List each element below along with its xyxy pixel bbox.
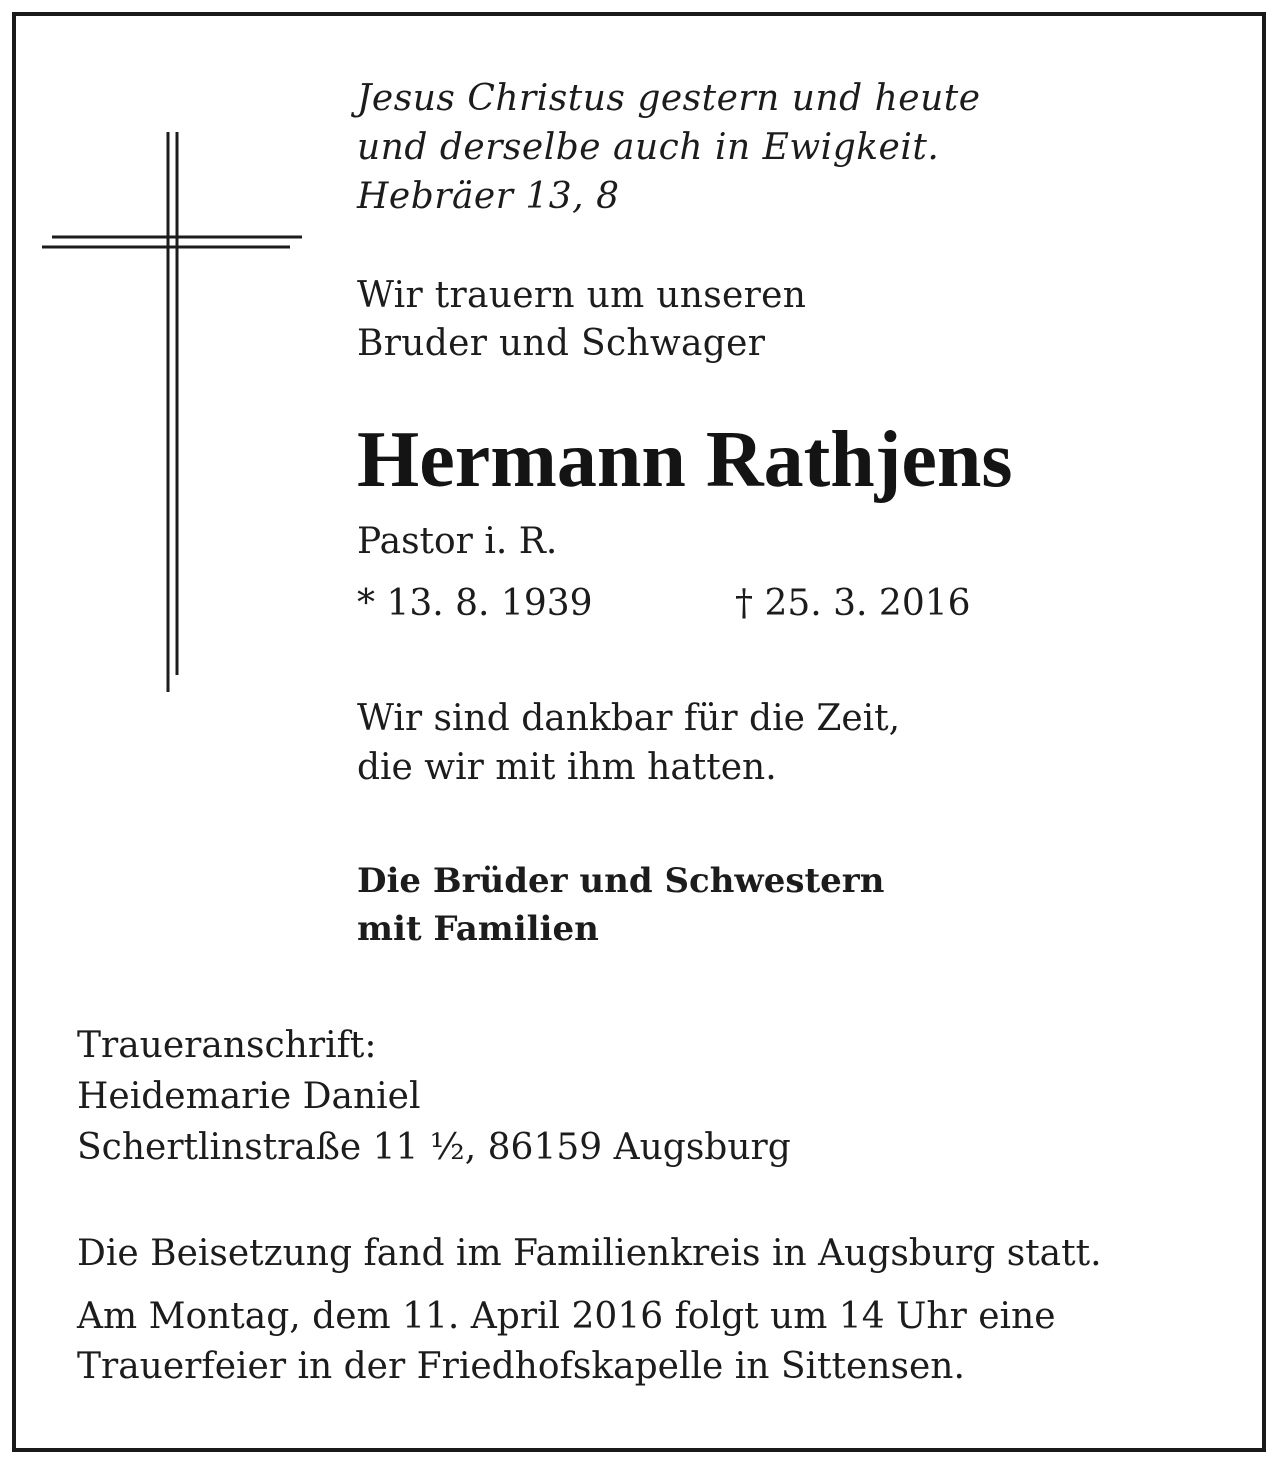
verse-reference: Hebräer 13, 8 — [357, 176, 620, 217]
address-label: Traueranschrift: — [77, 1025, 377, 1066]
mourners-signature — [357, 857, 884, 953]
mourners-line: mit Familien — [357, 909, 599, 949]
deceased-name: Hermann Rathjens — [357, 416, 1013, 504]
gratitude-text — [357, 694, 900, 792]
mourning-intro — [357, 272, 806, 368]
mourning-address — [77, 1020, 791, 1173]
bible-verse — [357, 74, 981, 221]
deceased-title: Pastor i. R. — [357, 521, 558, 562]
death-date: † 25. 3. 2016 — [735, 583, 971, 624]
burial-note: Die Beisetzung fand im Familienkreis in Augsburg statt. — [77, 1233, 1102, 1274]
verse-line: Jesus Christus gestern und heute — [357, 78, 981, 119]
verse-line: und derselbe auch in Ewigkeit. — [357, 127, 940, 168]
service-line: Am Montag, dem 11. April 2016 folgt um 14 Uhr eine — [77, 1296, 1056, 1337]
intro-line: Wir trauern um unseren — [357, 275, 807, 316]
intro-line: Bruder und Schwager — [357, 323, 766, 364]
gratitude-line: Wir sind dankbar für die Zeit, — [357, 698, 901, 739]
memorial-service-note — [77, 1292, 1056, 1392]
mourners-line: Die Brüder und Schwestern — [357, 861, 885, 901]
address-street: Schertlinstraße 11 ½, 86159 Augsburg — [77, 1127, 791, 1168]
address-name: Heidemarie Daniel — [77, 1076, 421, 1117]
service-line: Trauerfeier in der Friedhofskapelle in Sittensen. — [77, 1346, 965, 1387]
cross-icon — [40, 130, 310, 695]
birth-date: * 13. 8. 1939 — [357, 583, 593, 624]
gratitude-line: die wir mit ihm hatten. — [357, 747, 777, 788]
